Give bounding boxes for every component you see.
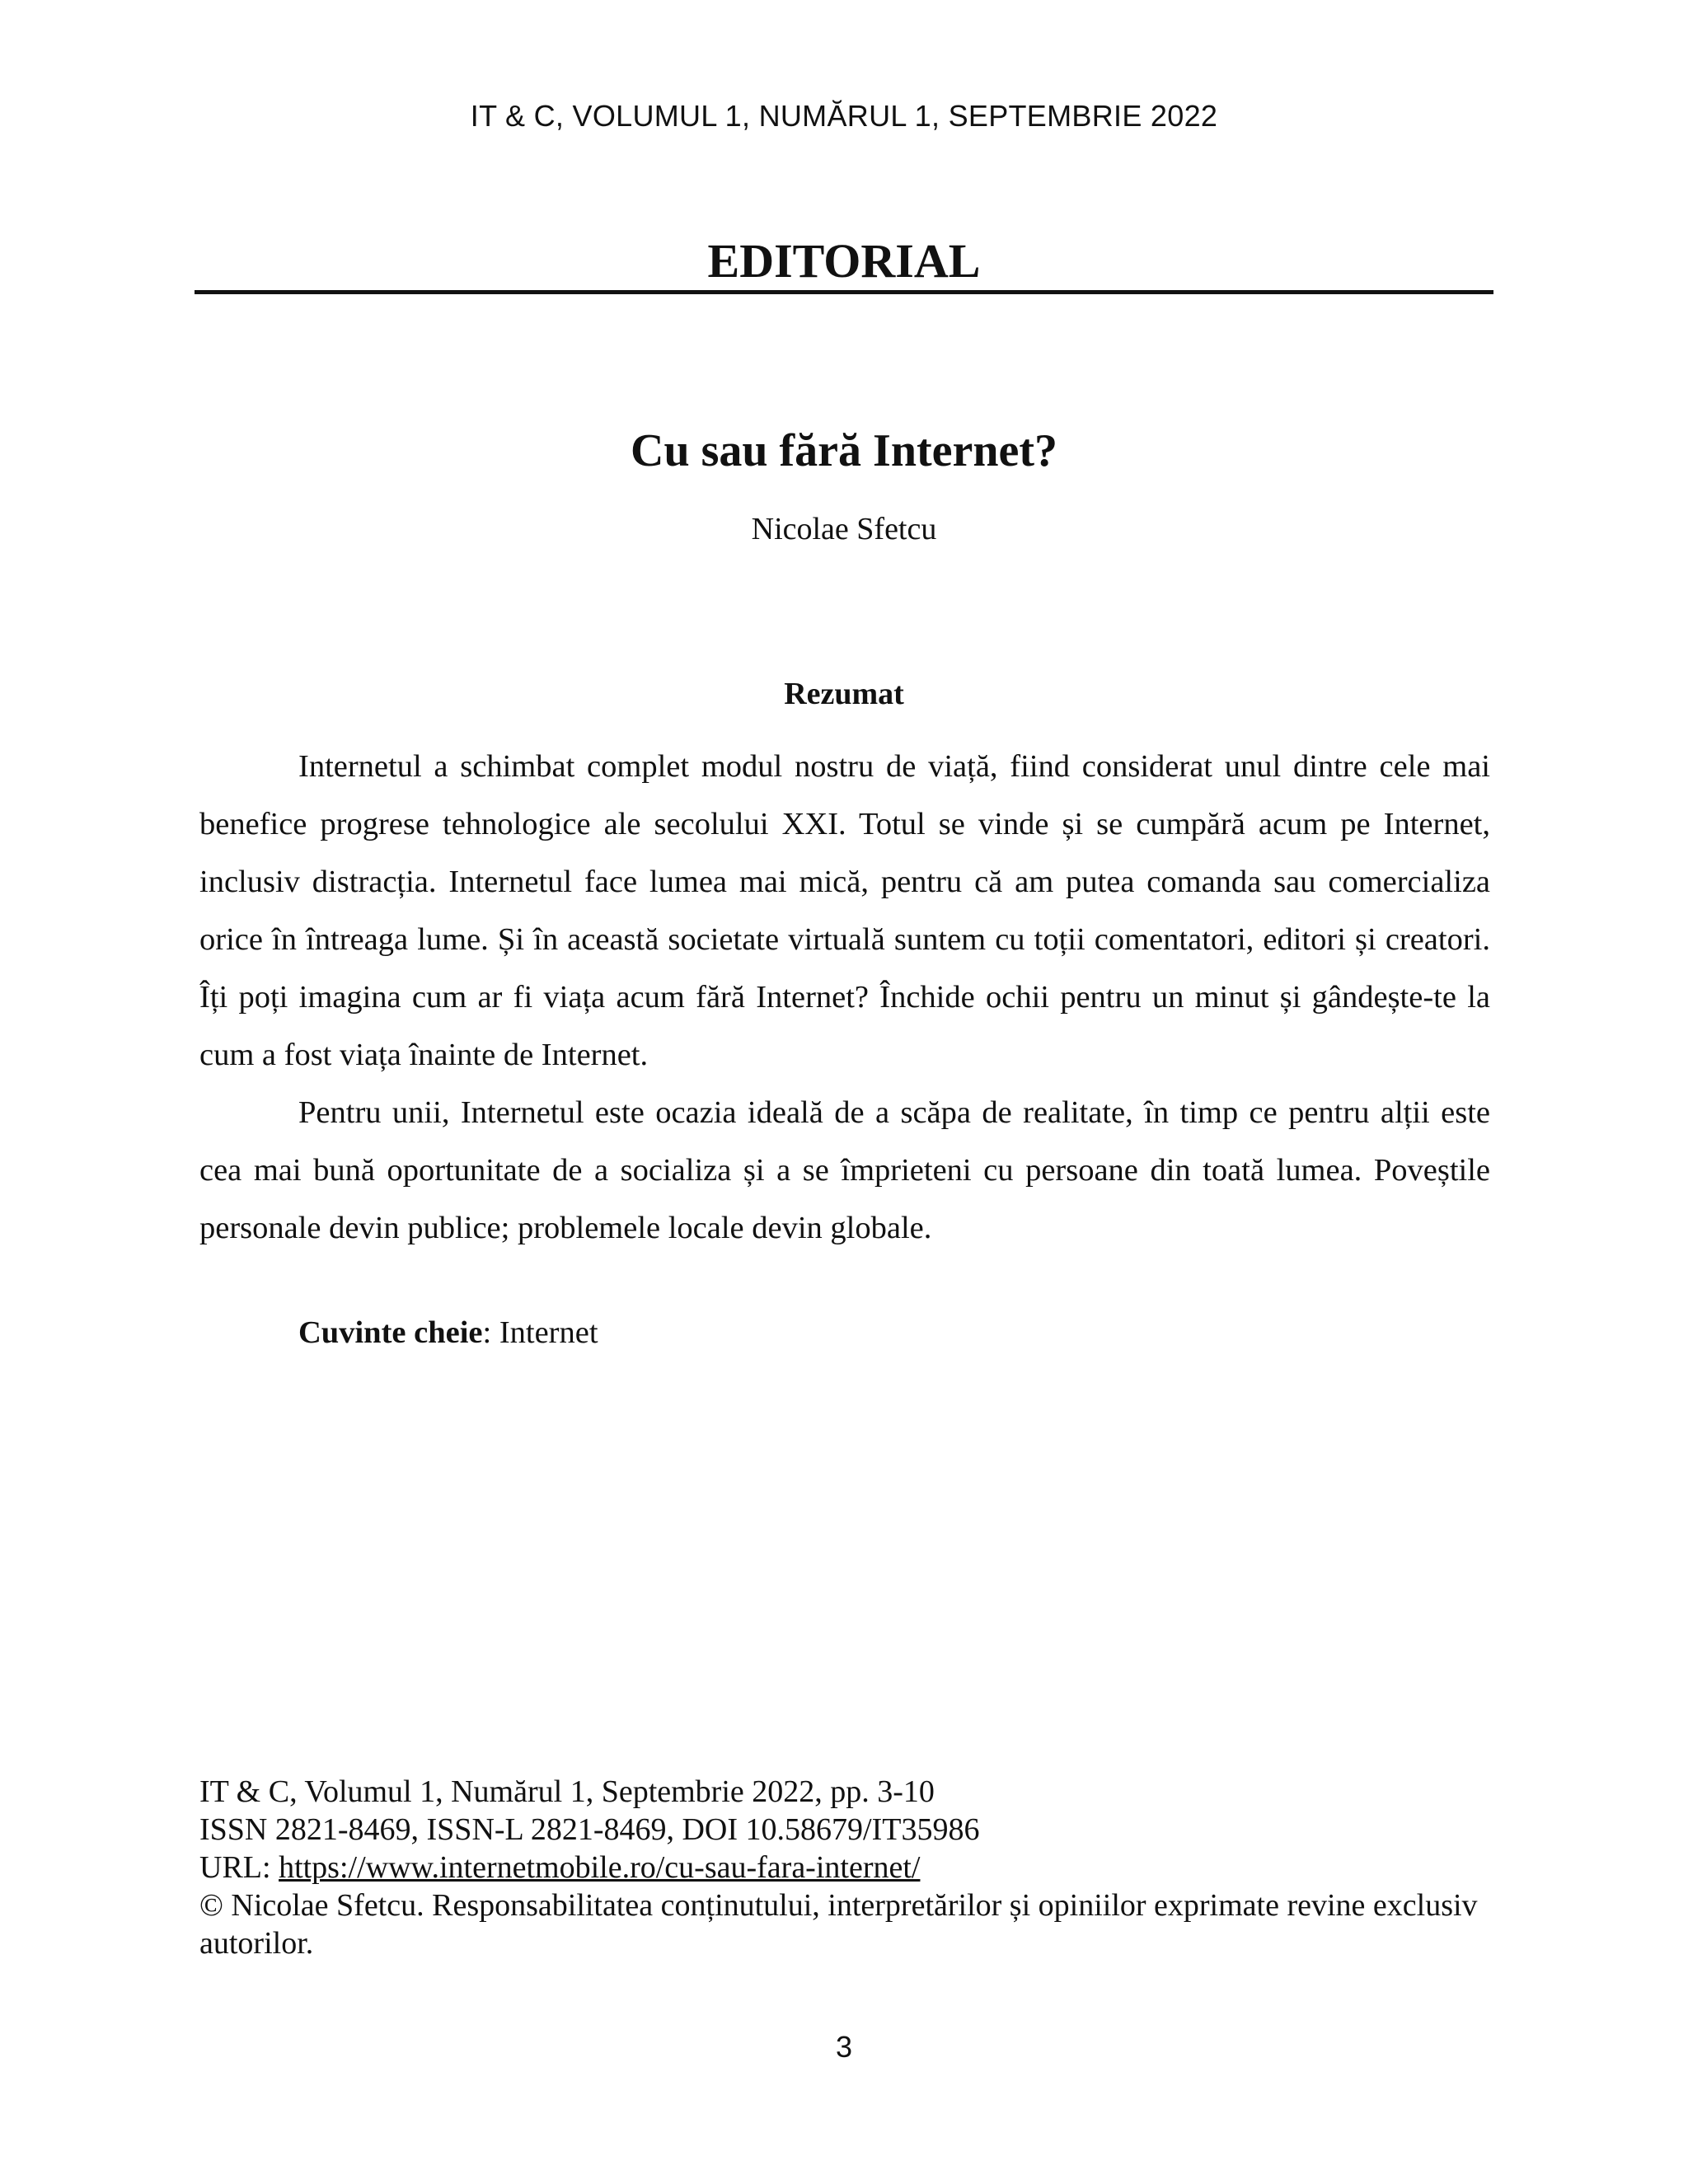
abstract-body: [199, 738, 1490, 1257]
citation-footnote: [199, 1773, 1490, 1962]
keywords-separator: :: [482, 1315, 499, 1350]
article-url-link[interactable]: https://www.internetmobile.ro/cu-sau-fara-internet/: [279, 1850, 921, 1885]
identifiers-line: ISSN 2821-8469, ISSN-L 2821-8469, DOI 10.58679/IT35986: [199, 1812, 980, 1847]
abstract-paragraph: Internetul a schimbat complet modul nostru de viață, fiind considerat unul dintre cele mai benefice progrese tehnologice ale secolului XXI. Totul se vinde și se cumpără acum pe Internet, inclusiv distracția. Internetul face lumea mai mică, pentru că am putea comanda sau comercializa orice în întreaga lume. Și în această societate virtuală suntem cu toții comentatori, editori și creatori. Îți poți imagina cum ar fi viața acum fără Internet? Închide ochii pentru un minut și gândește-te la cum a fost viața înainte de Internet.: [199, 749, 1490, 1072]
keywords-value: Internet: [499, 1315, 598, 1350]
section-title: EDITORIAL: [707, 234, 981, 288]
article-title: Cu sau fără Internet?: [631, 425, 1057, 476]
url-label: URL:: [199, 1850, 279, 1885]
running-header: IT & C, VOLUMUL 1, NUMĂRUL 1, SEPTEMBRIE 2022: [470, 99, 1218, 133]
author-name: Nicolae Sfetcu: [751, 512, 937, 546]
section-divider: [195, 290, 1493, 294]
url-line: [199, 1849, 1490, 1886]
keywords: [298, 1313, 598, 1352]
page-number: 3: [835, 2030, 853, 2064]
abstract-heading: Rezumat: [784, 677, 904, 711]
keywords-label: Cuvinte cheie: [298, 1315, 483, 1350]
citation-line: IT & C, Volumul 1, Numărul 1, Septembrie 2022, pp. 3-10: [199, 1774, 935, 1809]
abstract-paragraph: Pentru unii, Internetul este ocazia ideală de a scăpa de realitate, în timp ce pentru alții este cea mai bună oportunitate de a socializa și a se împrieteni cu persoane din toată lumea. Poveștile personale devin publice; problemele locale devin globale.: [199, 1095, 1490, 1245]
copyright-line: © Nicolae Sfetcu. Responsabilitatea conținutului, interpretărilor și opiniilor exprimate revine exclusiv autorilor.: [199, 1888, 1478, 1961]
